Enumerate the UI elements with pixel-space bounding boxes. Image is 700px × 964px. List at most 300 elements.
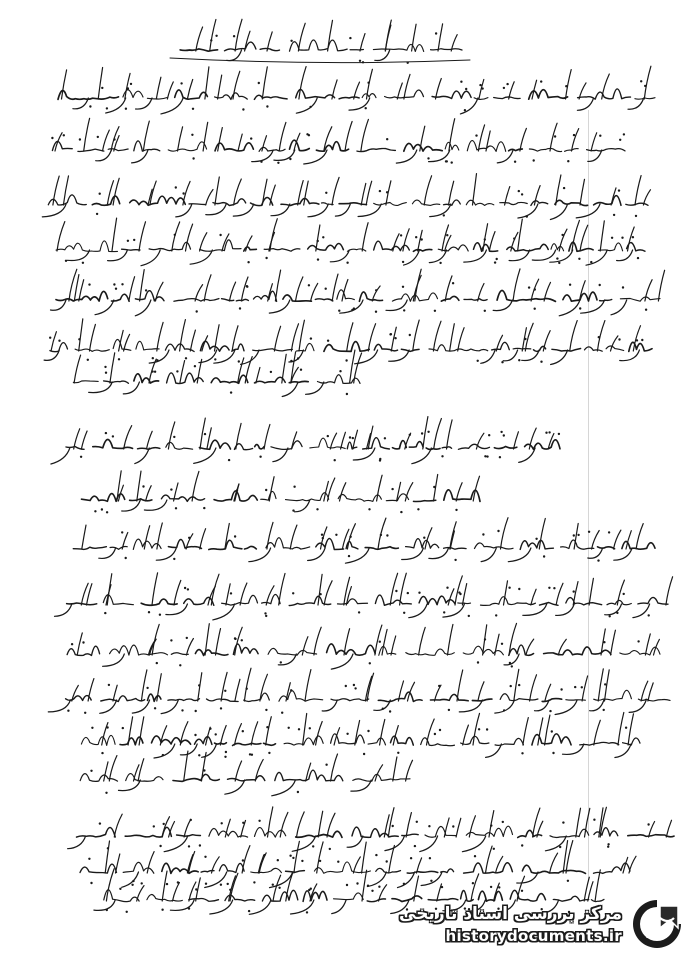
ink-dot [71, 643, 73, 645]
ink-dot [488, 434, 490, 436]
archive-watermark [399, 898, 684, 950]
ink-dot [427, 157, 429, 159]
ink-stroke [141, 250, 160, 266]
ink-dot [647, 823, 649, 825]
ink-dot [521, 890, 523, 892]
ink-dot [163, 823, 165, 825]
ink-stroke [353, 774, 410, 781]
ink-stroke [200, 529, 206, 549]
ink-stroke [389, 350, 409, 361]
ink-stroke [563, 744, 584, 754]
ink-dot [403, 309, 405, 311]
ink-dot [503, 87, 505, 89]
ink-stroke [361, 183, 366, 205]
ink-stroke [372, 286, 380, 301]
ink-dot [403, 883, 405, 885]
ink-dot [433, 486, 435, 488]
ink-dot [289, 158, 291, 160]
ink-stroke [213, 604, 235, 620]
ink-stroke [412, 200, 439, 205]
ink-stroke [296, 277, 303, 301]
ink-dot [490, 824, 492, 826]
ink-dot [301, 860, 303, 862]
ink-stroke [555, 200, 588, 205]
ink-stroke [75, 349, 109, 351]
ink-dot [297, 791, 299, 793]
handwritten-line [55, 573, 673, 620]
ink-dot [443, 214, 445, 216]
ink-stroke [292, 836, 315, 851]
ink-stroke [171, 653, 188, 655]
ink-dot [325, 192, 327, 194]
ink-dot [619, 139, 621, 141]
ink-dot [306, 133, 308, 135]
ink-stroke [189, 852, 195, 874]
ink-stroke [643, 190, 650, 205]
ink-dot [242, 108, 244, 110]
ink-dot [540, 80, 542, 82]
ink-stroke [95, 300, 114, 315]
ink-dot [266, 726, 268, 728]
ink-stroke [149, 350, 169, 363]
ink-dot [199, 844, 201, 846]
ink-dot [378, 886, 380, 888]
ink-stroke [113, 685, 117, 701]
ink-stroke [420, 836, 438, 852]
ink-stroke [573, 582, 578, 605]
ink-stroke [598, 243, 622, 251]
handwritten-line [82, 471, 481, 514]
ink-stroke [580, 742, 619, 745]
ink-dot [348, 555, 350, 557]
ink-dot [389, 710, 391, 712]
ink-dot [184, 587, 186, 589]
ink-dot [369, 662, 371, 664]
ink-dot [548, 587, 550, 589]
ink-stroke [291, 352, 296, 383]
ink-dot [349, 536, 351, 538]
ink-dot [573, 590, 575, 592]
ink-dot [443, 611, 445, 613]
ink-dot [141, 882, 143, 884]
ink-stroke [187, 639, 194, 656]
history-documents-logo-icon [630, 898, 684, 950]
ink-stroke [335, 204, 350, 216]
ink-stroke [362, 94, 376, 98]
ink-stroke [540, 603, 559, 606]
ink-stroke [375, 50, 390, 61]
ink-stroke [212, 857, 220, 873]
ink-dot [99, 193, 101, 195]
ink-stroke [462, 584, 466, 605]
ink-stroke [606, 346, 624, 351]
ink-stroke [255, 760, 263, 782]
ink-dot [258, 820, 260, 822]
ink-stroke [190, 330, 195, 351]
ink-dot [567, 880, 569, 882]
ink-dot [87, 359, 89, 361]
ink-stroke [180, 722, 188, 745]
ink-stroke [168, 142, 206, 151]
ink-dot [573, 534, 575, 536]
ink-stroke [160, 726, 166, 745]
ink-stroke [103, 130, 110, 151]
ink-dot [119, 888, 121, 890]
ink-stroke [194, 448, 216, 463]
ink-dot [309, 727, 311, 729]
ink-stroke [104, 381, 129, 383]
ink-stroke [589, 578, 593, 605]
handwritten-line [80, 841, 636, 888]
ink-stroke [266, 717, 272, 745]
ink-stroke [113, 339, 131, 350]
ink-dot [298, 728, 300, 730]
ink-dot [308, 284, 310, 286]
ink-stroke [124, 426, 132, 449]
ink-stroke [388, 808, 394, 837]
ink-dot [581, 686, 583, 688]
ink-stroke [141, 599, 177, 605]
ink-stroke [235, 679, 240, 701]
ink-dot [548, 431, 550, 433]
ink-dot [375, 289, 377, 291]
ink-stroke [598, 547, 615, 549]
ink-dot [379, 641, 381, 643]
ink-dot [322, 236, 324, 238]
ink-stroke [252, 150, 274, 162]
ink-stroke [204, 275, 211, 301]
ink-stroke [67, 646, 100, 655]
ink-dot [127, 87, 129, 89]
ink-stroke [581, 300, 605, 313]
ink-stroke [244, 693, 270, 701]
ink-dot [439, 262, 441, 264]
ink-stroke [99, 548, 116, 558]
ink-stroke [240, 583, 247, 605]
ink-dot [428, 825, 430, 827]
ink-dot [598, 336, 600, 338]
ink-stroke [375, 595, 411, 605]
ink-stroke [272, 780, 296, 796]
handwritten-line [73, 350, 361, 396]
ink-stroke [214, 350, 235, 363]
ink-stroke [545, 836, 566, 851]
ink-dot [225, 751, 227, 753]
ink-dot [506, 83, 508, 85]
ink-stroke [290, 140, 310, 151]
ink-stroke [282, 382, 298, 397]
ink-dot [623, 593, 625, 595]
ink-stroke [269, 477, 274, 501]
ink-stroke [334, 893, 364, 900]
ink-dot [603, 709, 605, 711]
ink-dot [365, 107, 367, 109]
ink-stroke [251, 722, 258, 745]
ink-dot [133, 239, 135, 241]
ink-dot [224, 690, 226, 692]
ink-dot [126, 911, 128, 913]
ink-stroke [368, 738, 385, 745]
ink-dot [105, 432, 107, 434]
ink-dot [434, 733, 436, 735]
ink-stroke [443, 604, 465, 617]
ink-dot [227, 883, 229, 885]
ink-stroke [125, 73, 130, 99]
ink-stroke [353, 857, 360, 873]
ink-stroke [385, 25, 391, 51]
ink-stroke [136, 341, 159, 350]
ink-stroke [175, 90, 208, 99]
ink-stroke [184, 751, 188, 781]
ink-dot [439, 729, 441, 731]
ink-stroke [55, 604, 72, 616]
ink-dot [204, 856, 206, 858]
ink-dot [486, 728, 488, 730]
ink-dot [204, 433, 206, 435]
ink-dot [375, 854, 377, 856]
ink-stroke [432, 91, 471, 98]
ink-stroke [417, 858, 422, 873]
ink-stroke [425, 528, 432, 549]
ink-dot [400, 511, 402, 513]
ink-dot [194, 365, 196, 367]
ink-dot [448, 709, 450, 711]
ink-stroke [176, 204, 192, 217]
ink-dot [497, 530, 499, 532]
ink-dot [337, 861, 339, 863]
ink-stroke [81, 431, 87, 449]
ink-stroke [586, 250, 607, 265]
ink-stroke [226, 584, 230, 605]
ink-stroke [607, 600, 631, 604]
ink-dot [382, 708, 384, 710]
ink-stroke [492, 342, 510, 350]
handwritten-line [51, 269, 665, 316]
ink-stroke [109, 756, 117, 781]
ink-stroke [404, 74, 410, 99]
ink-dot [152, 357, 154, 359]
ink-dot [250, 137, 252, 139]
ink-dot [346, 393, 348, 395]
ink-stroke [460, 98, 478, 114]
ink-stroke [316, 225, 320, 251]
ink-dot [562, 821, 564, 823]
ink-stroke [572, 129, 579, 151]
ink-dot [503, 709, 505, 711]
ink-dot [145, 289, 147, 291]
ink-dot [310, 337, 312, 339]
ink-stroke [147, 97, 167, 99]
ink-stroke [513, 348, 531, 349]
ink-dot [578, 258, 580, 260]
ink-stroke [658, 270, 664, 301]
ink-dot [327, 340, 329, 342]
ink-dot [414, 845, 416, 847]
ink-dot [170, 488, 172, 490]
ink-dot [88, 858, 90, 860]
ink-stroke [215, 93, 248, 100]
ink-dot [367, 82, 369, 84]
ink-stroke [236, 423, 241, 449]
ink-stroke [90, 324, 96, 351]
ink-dot [292, 509, 294, 511]
ink-stroke [628, 227, 635, 251]
ink-stroke [147, 431, 153, 449]
ink-dot [367, 885, 369, 887]
ink-stroke [68, 836, 86, 849]
ink-stroke [466, 200, 494, 205]
ink-stroke [362, 223, 368, 251]
ink-stroke [444, 200, 461, 205]
ink-dot [89, 105, 91, 107]
ink-stroke [559, 300, 580, 316]
ink-dot [349, 37, 351, 39]
ink-dot [335, 534, 337, 536]
ink-dot [510, 685, 512, 687]
ink-dot [234, 535, 236, 537]
ink-dot [475, 134, 477, 136]
ink-stroke [347, 442, 357, 449]
ink-dot [495, 614, 497, 616]
ink-stroke [205, 872, 227, 888]
ink-stroke [164, 836, 188, 852]
ink-stroke [448, 589, 454, 605]
ink-dot [339, 370, 341, 372]
ink-stroke [314, 627, 321, 655]
ink-dot [533, 159, 535, 161]
ink-stroke [404, 143, 442, 151]
handwritten-line [68, 807, 674, 852]
ink-stroke [135, 300, 151, 316]
ink-dot [389, 333, 391, 335]
ink-stroke [421, 738, 455, 746]
ink-stroke [570, 321, 578, 351]
ink-dot [345, 685, 347, 687]
ink-stroke [57, 222, 65, 251]
ink-stroke [400, 573, 407, 605]
ink-stroke [122, 249, 140, 250]
ink-stroke [308, 204, 328, 217]
ink-stroke [386, 300, 407, 311]
ink-dot [454, 559, 456, 561]
ink-stroke [304, 150, 327, 164]
ink-stroke [316, 539, 344, 550]
ink-stroke [56, 291, 108, 301]
ink-stroke [279, 574, 285, 606]
ink-stroke [132, 150, 148, 163]
ink-dot [82, 641, 84, 643]
ink-dot [477, 661, 479, 663]
ink-dot [187, 588, 189, 590]
ink-dot [142, 485, 144, 487]
ink-stroke [629, 856, 636, 873]
ink-stroke [532, 250, 555, 260]
ink-stroke [594, 196, 621, 206]
ink-dot [472, 882, 474, 884]
ink-stroke [262, 179, 267, 205]
ink-stroke [112, 218, 117, 251]
ink-dot [290, 40, 292, 42]
ink-dot [321, 534, 323, 536]
ink-dot [514, 161, 516, 163]
ink-stroke [493, 300, 512, 311]
ink-stroke [51, 300, 67, 310]
ink-stroke [456, 818, 461, 837]
ink-stroke [550, 829, 589, 837]
ink-dot [253, 881, 255, 883]
ink-stroke [264, 425, 270, 450]
ink-stroke [51, 448, 70, 464]
ink-stroke [629, 700, 646, 712]
ink-dot [292, 592, 294, 594]
ink-stroke [361, 119, 369, 151]
ink-dot [210, 39, 212, 41]
ink-stroke [476, 433, 484, 449]
ink-stroke [74, 429, 80, 449]
ink-stroke [509, 645, 534, 655]
ink-dot [236, 489, 238, 491]
ink-dot [543, 555, 545, 557]
ink-stroke [580, 179, 585, 205]
ink-dot [511, 665, 513, 667]
ink-stroke [421, 872, 442, 886]
ink-stroke [134, 141, 160, 151]
ink-stroke [308, 243, 344, 250]
ink-stroke [222, 299, 234, 301]
ink-dot [65, 260, 67, 262]
ink-stroke [424, 176, 431, 205]
ink-stroke [180, 49, 217, 51]
ink-dot [452, 282, 454, 284]
ink-stroke [475, 543, 514, 549]
ink-dot [560, 688, 562, 690]
ink-dot [325, 764, 327, 766]
ink-dot [477, 360, 479, 362]
ink-dot [379, 459, 381, 461]
ink-stroke [306, 382, 324, 394]
ink-dot [648, 614, 650, 616]
ink-dot [353, 684, 355, 686]
ink-stroke [291, 432, 296, 449]
ink-stroke [299, 67, 306, 99]
ink-stroke [73, 381, 98, 383]
ink-stroke [464, 863, 513, 873]
ink-stroke [147, 895, 182, 902]
ink-stroke [234, 179, 242, 205]
ink-stroke [558, 639, 566, 655]
ink-stroke [600, 221, 604, 251]
ink-stroke [318, 811, 323, 837]
ink-stroke [296, 89, 335, 98]
ink-dot [319, 593, 321, 595]
ink-stroke [508, 548, 531, 562]
ink-stroke [140, 270, 145, 301]
ink-dot [112, 435, 114, 437]
ink-stroke [213, 199, 246, 206]
ink-stroke [232, 326, 238, 351]
ink-stroke [523, 604, 547, 615]
ink-stroke [486, 131, 490, 151]
ink-stroke [481, 548, 496, 562]
ink-stroke [464, 250, 487, 262]
ink-dot [618, 338, 620, 340]
heading-underline [170, 58, 470, 63]
ink-dot [308, 889, 310, 891]
ink-stroke [576, 204, 600, 218]
ink-stroke [249, 548, 271, 562]
ink-dot [358, 611, 360, 613]
ink-dot [130, 83, 132, 85]
